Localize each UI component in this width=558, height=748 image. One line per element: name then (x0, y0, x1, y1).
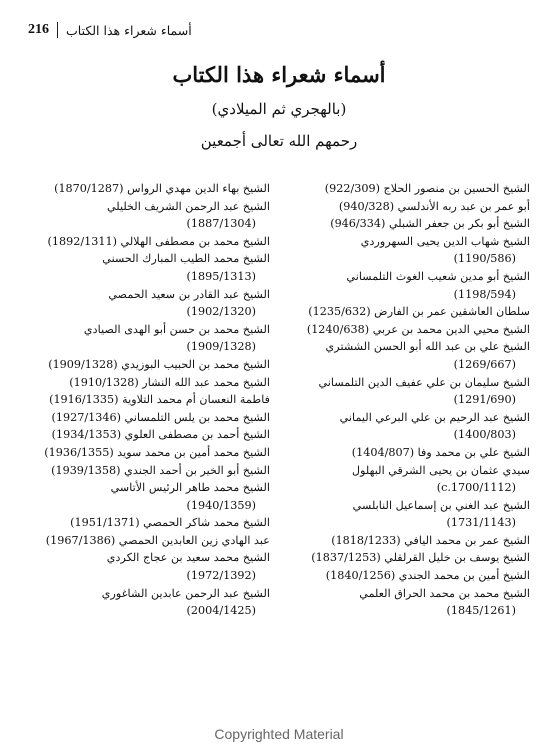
poet-dates-continuation: (1940/1359) (186, 498, 256, 512)
poet-entry: الشيخ بهاء الدين مهدي الرواس (1870/1287) (54, 182, 270, 195)
poet-dates-continuation: (1887/1304) (186, 217, 256, 231)
poet-entry: عبد الهادي زين العابدين الحمصي (1967/1386) (45, 533, 270, 547)
poet-entry: الشيخ محمد شاكر الحمصي (1951/1371) (70, 516, 270, 530)
poet-entry: فاطمة النعسان أم محمد التلاوية (1916/1335) (49, 393, 270, 407)
poet-entry: الشيخ أحمد بن مصطفى العلوي (1934/1353) (51, 428, 270, 442)
poet-entry: الشيخ محمد سعيد بن عجاج الكردي (106, 551, 270, 565)
poet-dates-continuation: (2004/1425) (186, 604, 256, 618)
poet-dates-continuation: (1909/1328) (186, 340, 256, 354)
poet-entry: الشيخ محمد بن مصطفى الهلالي (1892/1311) (47, 234, 270, 248)
poet-entry: الشيخ عبد الرحمن الشريف الخليلي (106, 199, 270, 213)
poet-entry: الشيخ أبو مدين شعيب الغوث التلمساني (346, 269, 530, 283)
poet-entry: الشيخ محمد الطيب المبارك الحسني (102, 252, 270, 266)
poet-dates-continuation: (1291/690) (453, 393, 516, 407)
page-title: أسماء شعراء هذا الكتاب (172, 62, 386, 87)
poet-entry: الشيخ محمد أمين بن محمد سويد (1936/1355) (44, 445, 270, 459)
poet-entry: الشيخ عبد الرحيم بن علي البرعي اليماني (339, 410, 530, 424)
poet-entry: الشيخ عبد القادر بن سعيد الحمصي (108, 287, 270, 301)
running-head (28, 22, 528, 38)
poet-entry: الشيخ محمد طاهر الرئيس الأتاسي (110, 481, 270, 495)
running-title: أسماء شعراء هذا الكتاب (66, 22, 192, 38)
poet-entry: الشيخ الحسين بن منصور الحلاج (922/309) (324, 182, 530, 195)
poet-entry: أبو عمر بن عبد ربه الأندلسي (940/328) (338, 199, 530, 213)
poet-dates-continuation: (1400/803) (453, 428, 516, 442)
poet-entry: الشيخ علي بن محمد وفا (1404/807) (351, 445, 530, 459)
header-divider (57, 22, 58, 38)
poet-entry: الشيخ محمد بن يلس التلمساني (1927/1346) (51, 410, 270, 424)
poet-dates-continuation: (1902/1320) (186, 305, 256, 319)
blessing-line: رحمهم الله تعالى أجمعين (200, 132, 358, 150)
poet-dates-continuation: (1269/667) (453, 357, 516, 371)
poet-entry: الشيخ عبد الرحمن عابدين الشاغوري (101, 586, 270, 600)
poet-entry: الشيخ عبد الغني بن إسماعيل النابلسي (352, 498, 530, 512)
poet-entry: الشيخ شهاب الدين يحيى السهروردي (360, 234, 530, 248)
poet-entry: الشيخ محمد بن محمد الحراق العلمي (359, 586, 530, 600)
poet-entry: سلطان العاشقين عمر بن الفارض (1235/632) (308, 305, 530, 319)
poet-dates-continuation: (1845/1261) (446, 604, 516, 618)
poet-dates-continuation: (1895/1313) (186, 269, 256, 283)
poet-dates-continuation: (1190/586) (453, 252, 516, 266)
poet-entry: الشيخ أبو الخير بن أحمد الجندي (1939/1358) (51, 463, 270, 477)
poet-entry: الشيخ محمد بن حسن أبو الهدى الصيادي (83, 322, 270, 336)
poets-column-right (294, 180, 530, 620)
poet-dates-continuation: (c.1700/1112) (436, 481, 516, 495)
poet-entry: الشيخ عمر بن محمد اليافي (1818/1233) (331, 533, 530, 547)
page-number: 216 (28, 22, 49, 37)
poet-entry: الشيخ أمين بن محمد الجندي (1840/1256) (325, 569, 530, 583)
poet-entry: الشيخ علي بن عبد الله أبو الحسن الششتري (325, 340, 530, 354)
poet-entry: الشيخ محمد بن الحبيب البوزيدي (1909/1328) (48, 357, 270, 371)
poet-entry: سيدي عثمان بن يحيى الشرقي البهلول (352, 463, 530, 477)
poet-entry: الشيخ سليمان بن علي عفيف الدين التلمساني (318, 375, 530, 389)
poet-entry: الشيخ أبو بكر بن جعفر الشبلي (946/334) (330, 217, 530, 231)
copyright-footer: Copyrighted Material (214, 726, 344, 742)
poet-dates-continuation: (1731/1143) (446, 516, 516, 530)
poet-entry: الشيخ محيي الدين محمد بن عربي (1240/638) (306, 322, 530, 336)
poet-entry: الشيخ محمد عبد الله النشار (1910/1328) (69, 375, 270, 389)
poets-column-left (34, 180, 270, 620)
poet-entry: الشيخ يوسف بن خليل القرلقلي (1837/1253) (311, 551, 530, 565)
poet-dates-continuation: (1972/1392) (186, 569, 256, 583)
page-subtitle: (بالهجري ثم الميلادي) (211, 100, 347, 118)
poet-dates-continuation: (1198/594) (453, 287, 516, 301)
